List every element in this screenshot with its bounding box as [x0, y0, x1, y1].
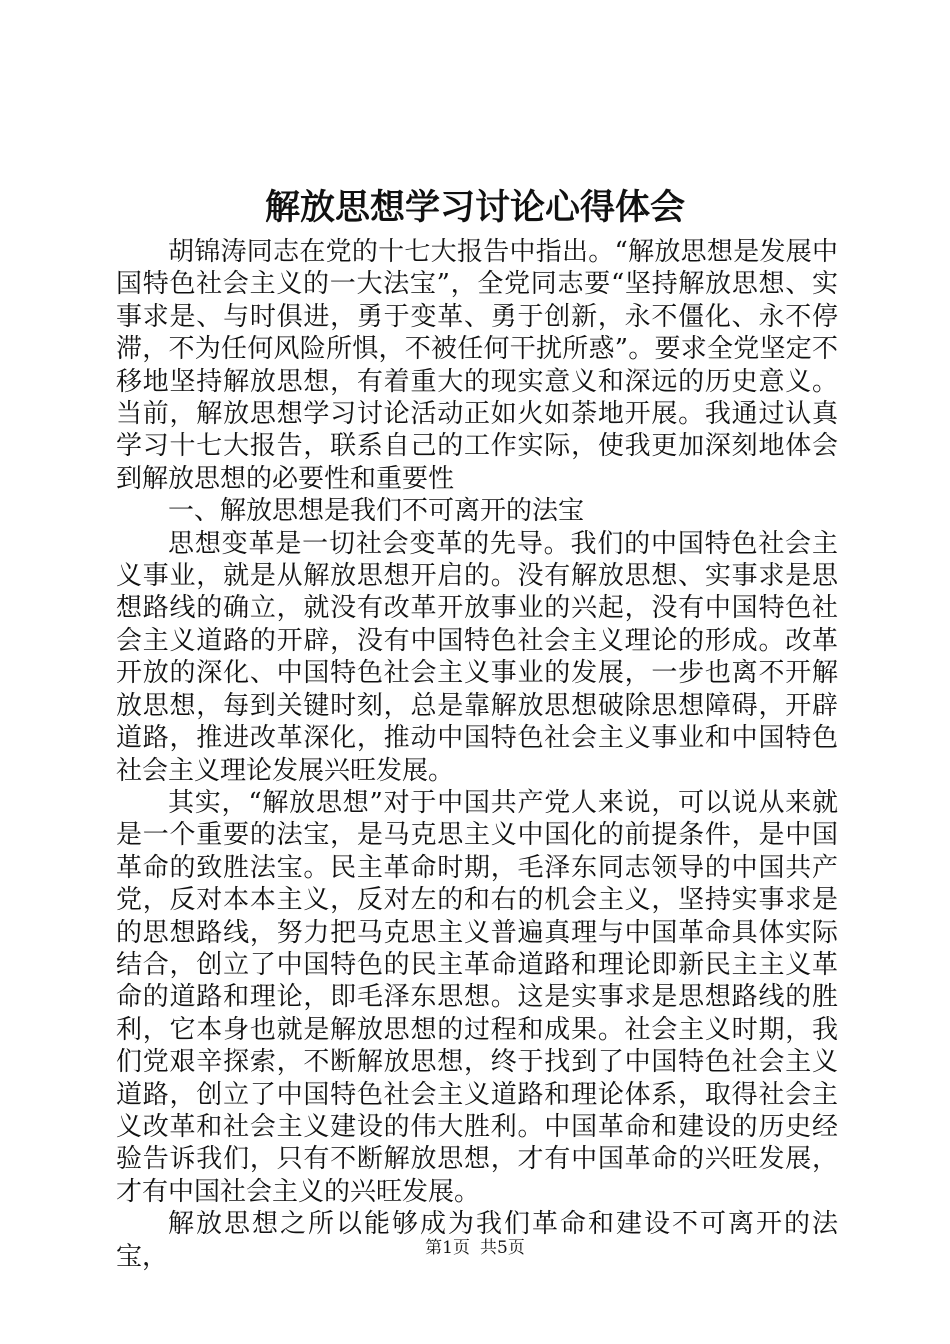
paragraph-intro: 胡锦涛同志在党的十七大报告中指出。“解放思想是发展中国特色社会主义的一大法宝”，全党同志要“坚持解放思想、实事求是、与时俱进，勇于变革、勇于创新，永不僵化、永不停滞，不为任何风险所惧，不被任何干扰所惑”。要求全党坚定不移地坚持解放思想，有着重大的现实意义和深远的历史意义。当前，解放思想学习讨论活动正如火如荼地开展。我通过认真学习十七大报告，联系自己的工作实际，使我更加深刻地体会到解放思想的必要性和重要性	[116, 237, 838, 494]
page-total: 共5页	[480, 1238, 525, 1258]
section-heading: 一、解放思想是我们不可离开的法宝	[168, 496, 585, 527]
document-body	[116, 236, 838, 1273]
paragraph-thought-revolution: 思想变革是一切社会变革的先导。我们的中国特色社会主义事业，就是从解放思想开启的。没有解放思想、实事求是思想路线的确立，就没有改革开放事业的兴起，没有中国特色社会主义道路的开辟，没有中国特色社会主义理论的形成。改革开放的深化、中国特色社会主义事业的发展，一步也离不开解放思想，每到关键时刻，总是靠解放思想破除思想障碍，开辟道路，推进改革深化，推动中国特色社会主义事业和中国特色社会主义理论发展兴旺发展。	[116, 528, 838, 786]
page-footer	[0, 1236, 950, 1260]
document-title: 解放思想学习讨论心得体会	[264, 187, 685, 228]
page-number: 第1页	[425, 1238, 470, 1258]
paragraph-history: 其实，“解放思想”对于中国共产党人来说，可以说从来就是一个重要的法宝，是马克思主义中国化的前提条件，是中国革命的致胜法宝。民主革命时期，毛泽东同志领导的中国共产党，反对本本主义，反对左的和右的机会主义，坚持实事求是的思想路线，努力把马克思主义普遍真理与中国革命具体实际结合，创立了中国特色的民主革命道路和理论即新民主主义革命的道路和理论，即毛泽东思想。这是实事求是思想路线的胜利，它本身也就是解放思想的过程和成果。社会主义时期，我们党艰辛探索，不断解放思想，终于找到了中国特色社会主义道路，创立了中国特色社会主义道路和理论体系，取得社会主义改革和社会主义建设的伟大胜利。中国革命和建设的历史经验告诉我们，只有不断解放思想，才有中国革命的兴旺发展，才有中国社会主义的兴旺发展。	[116, 787, 838, 1207]
paragraph-continued: 解放思想之所以能够成为我们革命和建设不可离开的法宝，	[116, 1209, 838, 1272]
